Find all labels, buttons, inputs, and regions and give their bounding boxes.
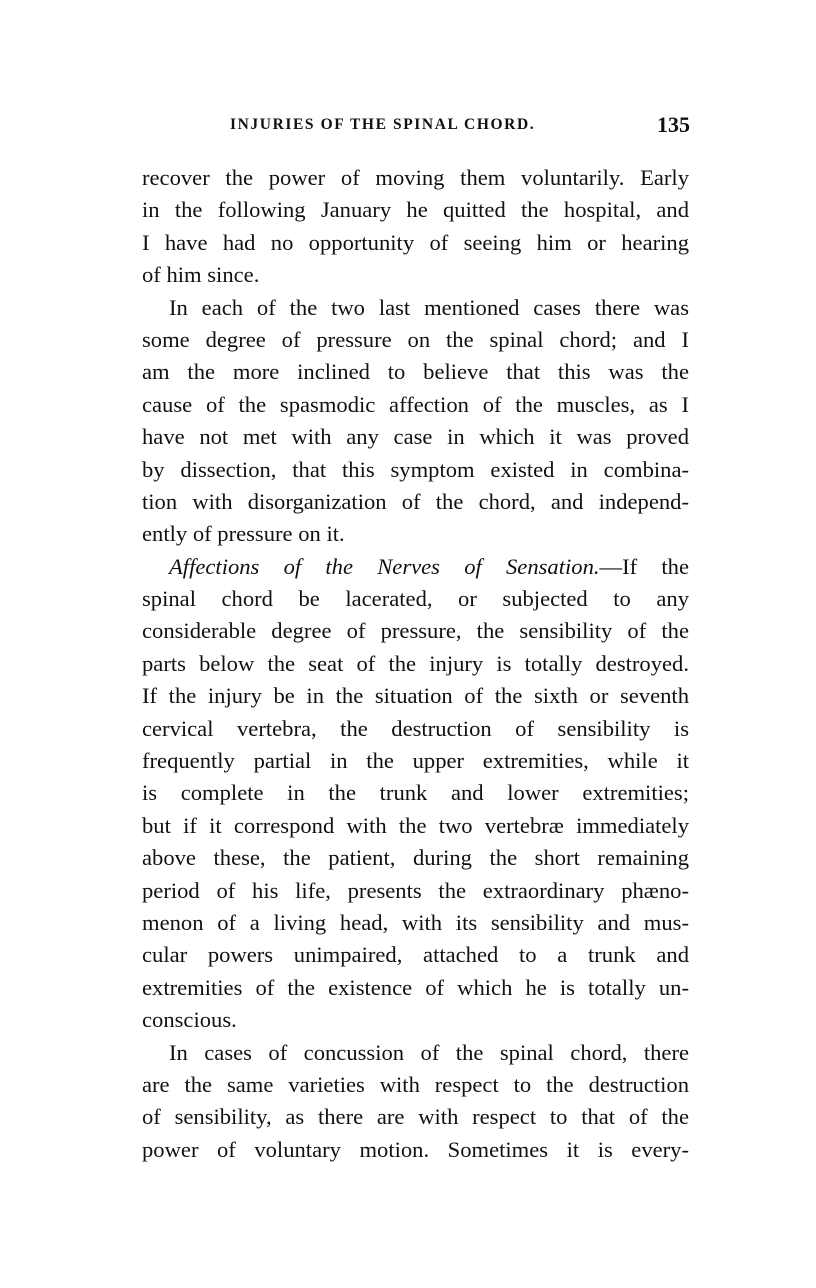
text-line: by dissection, that this symptom existed in combina- — [142, 456, 689, 482]
text-line: I have had no opportunity of seeing him or hearing — [142, 229, 689, 255]
text-line: extremities of the existence of which he is totally un- — [142, 974, 689, 1000]
text-line: power of voluntary motion. Sometimes it is every- — [142, 1136, 689, 1162]
text-line: ently of pressure on it. — [142, 521, 345, 547]
text-line: above these, the patient, during the short remaining — [142, 845, 689, 871]
paragraph-sensation — [142, 551, 689, 1037]
text-line: in the following January he quitted the hospital, and — [142, 197, 689, 223]
paragraph-continuation — [142, 162, 689, 292]
text-line: recover the power of moving them voluntarily. Early — [142, 165, 689, 190]
text-line: is complete in the trunk and lower extremities; — [142, 780, 689, 806]
text-line: tion with disorganization of the chord, and independ- — [142, 488, 689, 514]
running-head — [142, 112, 692, 142]
body-text — [142, 162, 689, 1166]
text-line: frequently partial in the upper extremities, while it — [142, 748, 689, 774]
text-line: of sensibility, as there are with respect to that of the — [142, 1104, 689, 1130]
text-line-heading — [142, 551, 689, 583]
text-line: In cases of concussion of the spinal chord, there — [169, 1039, 689, 1065]
text-line: period of his life, presents the extraordinary phæno- — [142, 877, 689, 903]
section-heading: Affections of the Nerves of Sensation. — [169, 553, 600, 579]
text-line: but if it correspond with the two vertebræ immediately — [142, 812, 689, 838]
text-line: cause of the spasmodic affection of the muscles, as I — [142, 391, 689, 417]
text-line: parts below the seat of the injury is totally destroyed. — [142, 650, 689, 676]
text-line: am the more inclined to believe that this was the — [142, 359, 689, 385]
paragraph-pressure — [142, 292, 689, 551]
text-line: considerable degree of pressure, the sensibility of the — [142, 618, 689, 644]
paragraph-concussion — [142, 1037, 689, 1167]
text-line: of him since. — [142, 262, 260, 288]
text-line: conscious. — [142, 1007, 237, 1033]
text-line: some degree of pressure on the spinal chord; and I — [142, 326, 689, 352]
text-line: have not met with any case in which it was proved — [142, 424, 689, 450]
text-line: spinal chord be lacerated, or subjected to any — [142, 586, 689, 612]
running-title: INJURIES OF THE SPINAL CHORD. — [230, 116, 536, 133]
text-line: menon of a living head, with its sensibility and mus- — [142, 909, 689, 935]
heading-line-rest: —If the — [599, 553, 689, 579]
text-line: cular powers unimpaired, attached to a trunk and — [142, 942, 689, 968]
text-line: In each of the two last mentioned cases there was — [169, 294, 689, 320]
page-number: 135 — [657, 112, 690, 137]
text-line: cervical vertebra, the destruction of sensibility is — [142, 715, 689, 741]
text-line: are the same varieties with respect to the destruction — [142, 1071, 689, 1097]
text-line: If the injury be in the situation of the sixth or seventh — [142, 683, 689, 709]
